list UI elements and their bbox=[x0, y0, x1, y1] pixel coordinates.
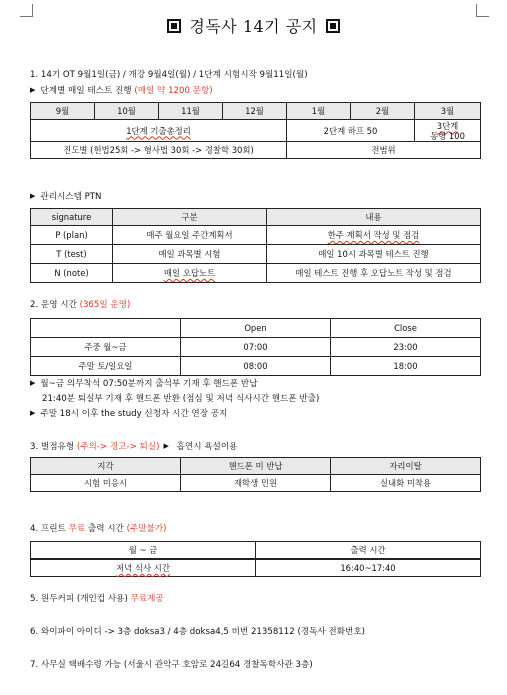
stage-row bbox=[31, 120, 481, 142]
hours-table bbox=[30, 318, 481, 376]
table-row: T (test) 매일 과목별 시험 매일 10시 과목별 테스트 진행 bbox=[31, 245, 481, 264]
month-cell: 9월 bbox=[31, 103, 95, 120]
coffee-line: 5. 원두커피 (개인컵 사용) 무료제공 bbox=[30, 594, 164, 604]
management-heading: ▶ 관리시스템 PTN bbox=[30, 190, 102, 202]
wifi-line: 6. 와이파이 아이디 -> 3층 doksa3 / 4층 doksa4,5 비번 21358112 (경독사 전화번호) bbox=[30, 627, 365, 637]
month-header-row bbox=[31, 103, 481, 120]
operating-hours-heading: 2. 운영 시간 (365일 운영) bbox=[30, 300, 131, 310]
month-cell: 1월 bbox=[287, 103, 351, 120]
daily-test-line: ▶ 단계별 매일 테스트 진행 (매일 약 1200 문항) bbox=[30, 84, 213, 96]
penalty-table bbox=[30, 457, 481, 492]
stage-2-cell: 2단계 하프 50 bbox=[287, 120, 415, 142]
curriculum-table bbox=[30, 102, 481, 159]
title-text: 경독사 14기 공지 bbox=[189, 17, 318, 36]
table-row: P (plan) 매주 월요일 주간계획서 한주 계획서 작성 및 점검 bbox=[31, 226, 481, 245]
penalty-row: 지각 핸드폰 미 반납 자리이탈 bbox=[31, 458, 481, 475]
hours-header-row: Open Close bbox=[31, 319, 481, 338]
print-table bbox=[30, 541, 481, 577]
month-cell: 3월 bbox=[415, 103, 481, 120]
table-row: N (note) 매일 오답노트 매일 테스트 진행 후 오답노트 작성 및 점검 bbox=[31, 264, 481, 283]
stage-1-cell: 1단계 기출총정리 bbox=[31, 120, 287, 142]
attendance-note: ▶ 월~금 의무착석 07:50분까지 출석부 기재 후 핸드폰 반납 bbox=[30, 377, 258, 389]
full-range-cell: 전범위 bbox=[287, 142, 481, 159]
header-cell: 내용 bbox=[267, 209, 481, 226]
stage-3-cell: 3단계 동형 100 bbox=[415, 120, 481, 142]
square-bullet-icon bbox=[167, 19, 181, 33]
management-header-row bbox=[31, 209, 481, 226]
header-cell: signature bbox=[31, 209, 113, 226]
progress-cell: 진도별 (헌법25회 -> 형사법 30회 -> 경찰학 30회) bbox=[31, 142, 287, 159]
month-cell: 12월 bbox=[223, 103, 287, 120]
parcel-line: 7. 사무실 택배수령 가능 (서울시 관악구 호암로 24길64 경찰독학사관 3층) bbox=[30, 660, 313, 670]
print-row: 저녁 식사 시간 16:40~17:40 bbox=[31, 559, 481, 577]
penalty-heading: 3. 벌점유형 (주의-> 경고-> 퇴실)▶ 흡연시 욕설이용 bbox=[30, 440, 237, 452]
month-cell: 10월 bbox=[95, 103, 159, 120]
penalty-row: 시험 미응시 재학생 민원 실내화 미착용 bbox=[31, 475, 481, 492]
header-cell: 구분 bbox=[113, 209, 267, 226]
question-count-note: (매일 약 1200 문항) bbox=[134, 86, 213, 96]
weekend-note: ▶ 주말 18시 이후 the study 신청자 시간 연장 공지 bbox=[30, 407, 227, 419]
print-heading: 4. 프린트 무료 출력 시간 (주말불가) bbox=[30, 524, 167, 534]
square-bullet-icon bbox=[326, 19, 340, 33]
schedule-line: 1. 14기 OT 9월1일(금) / 개강 9월4일(월) / 1단계 시험시작 9월11일(월) bbox=[30, 70, 308, 80]
print-header-row: 월 ~ 금 출력 시간 bbox=[31, 542, 481, 560]
table-row: 주말 토/일요일 08:00 18:00 bbox=[31, 357, 481, 376]
progress-row bbox=[31, 142, 481, 159]
document-title bbox=[0, 14, 507, 37]
month-cell: 11월 bbox=[159, 103, 223, 120]
table-row: 주중 월~금 07:00 23:00 bbox=[31, 338, 481, 357]
management-table bbox=[30, 208, 481, 283]
checkout-note: 21:40분 퇴실부 기재 후 핸드폰 반환 (점심 및 저녁 식사시간 핸드폰 반출) bbox=[42, 394, 320, 404]
month-cell: 2월 bbox=[351, 103, 415, 120]
